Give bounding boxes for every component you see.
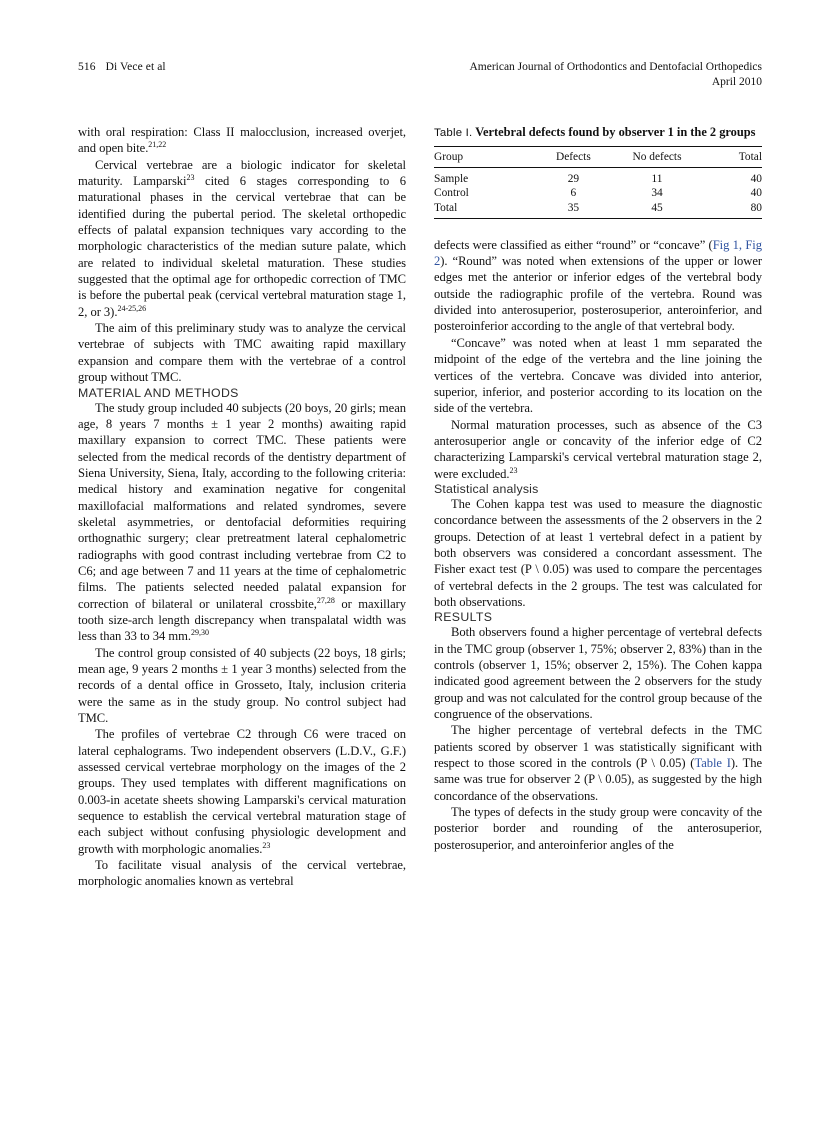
page-number: 516 [78, 61, 96, 73]
paragraph-text: The study group included 40 subjects (20 boys, 20 girls; mean age, 8 years 7 months ± 1 year 2 months) awaiting rapid maxillary expansion to correct TMC. These patients were selected from the medical records of the dentistry department of Siena University, Siena, Italy, according to the following criteria: medical history and examination negative for congenital maxillofacial malformations and related syndromes, severe skeletal asymmetries, or dentofacial deformities requiring orthognathic surgery; clear pretreatment lateral cephalometric radiographs with good contrast including vertebrae from C2 to C6; and age between 7 and 11 years at the time of cephalometric films. The patients selected needed palatal expansion for correction of bilateral or unilateral crossbite, [78, 400, 406, 611]
table-row [434, 201, 762, 219]
paragraph-control-group: The control group consisted of 40 subjects (22 boys, 18 girls; mean age, 9 years 2 months ± 1 year 3 months) selected from the records of a dental office in Grosseto, Italy, inclusion criteria were the same as in the study group. No control subject had TMC. [78, 645, 406, 726]
cell-total: 40 [750, 187, 762, 200]
paragraph-normal-maturation [434, 417, 762, 482]
paragraph-text: Cervical vertebrae are a biologic indicator for skeletal maturity. Lamparski [78, 157, 406, 189]
paragraph-text: The higher percentage of vertebral defects in the TMC patients scored by observer 1 was statistically significant with respect to those scored in the controls (P \ 0.05) ( [434, 723, 762, 771]
cell-no-defects: 34 [651, 187, 663, 200]
table-header-row [434, 147, 762, 168]
table-body [434, 168, 762, 219]
table-bottom-rule [434, 218, 762, 219]
figure-link[interactable]: Fig 1, Fig 2 [434, 237, 762, 269]
paragraph-defect-classification [434, 237, 762, 335]
paragraph-study-group [78, 400, 406, 645]
cell-no-defects: 11 [614, 168, 699, 187]
issue-date: April 2010 [711, 76, 762, 88]
section-heading-statistical-analysis: Statistical analysis [434, 481, 539, 496]
paragraph-statistical-significance [434, 722, 762, 804]
table-caption-text: Vertebral defects found by observer 1 in the 2 groups [475, 125, 756, 139]
cell-total: 80 [750, 201, 762, 214]
column-header-group: Group [434, 147, 532, 168]
running-head-left [78, 60, 166, 75]
paragraph-aim: The aim of this preliminary study was to analyze the cervical vertebrae of subjects with TMC awaiting rapid maxillary expansion and compare them with the vertebrae of a control group without TMC. [78, 321, 406, 385]
citation-superscript: 24-25,26 [117, 303, 147, 313]
paragraph-observer-findings: Both observers found a higher percentage of vertebral defects in the TMC group (observer 1, 75%; observer 2, 83%) than in the controls (observer 1, 15%; observer 2, 15%). The Cohen kappa indicated good agreement between the 2 observers for the study group and was not calculated for the control group because of the congruence of the observations. [434, 625, 762, 722]
paragraph-text: with oral respiration: Class II malocclusion, increased overjet, and open bite. [78, 125, 406, 156]
table-bottom-rule-row [434, 218, 762, 219]
running-head-right [469, 60, 762, 90]
paragraph-text: Normal maturation processes, such as absence of the C3 anterosuperior angle or concavity of the inferior edge of C2 characterizing Lamparski's cervical vertebral maturation stage 2, were excluded. [434, 417, 762, 481]
table-footer [434, 218, 762, 219]
paragraph-concave-definition: “Concave” was noted when at least 1 mm separated the midpoint of the edge of the vertebra and the line joining the vertices of the vertebra. Concave was divided into anterior, superior, inferior, and posterior according to its location on the side of the vertebra. [434, 335, 762, 416]
running-head [78, 60, 762, 90]
cell-no-defects: 45 [651, 201, 663, 214]
paragraph-text: ). “Round” was noted when extensions of the upper or lower edges met the anterior or inferior edges of the vertebral body outside the radiographic profile of the vertebra. Round was divided into anterosuperior, posterosuperior, anteroinferior, and posteroinferior according to the angle of that vertebral body. [434, 254, 762, 334]
table-row [434, 168, 762, 187]
paragraph-text: or maxillary tooth size-arch length discrepancy when transpalatal width was less than 33 to 34 mm. [78, 596, 407, 644]
running-head-authors: Di Vece et al [105, 61, 166, 73]
paragraph-cohen-kappa: The Cohen kappa test was used to measure the diagnostic concordance between the assessments of the 2 observers in the 2 groups. Detection of at least 1 vertebral defect in a patient by both observers was considered a concordant assessment. The Fisher exact test (P \ 0.05) was used to compare the percentages of vertebral defects in the 2 groups. The test was calculated for both observations. [434, 496, 762, 609]
cell-group: Sample [434, 168, 532, 187]
citation-superscript: 23 [509, 465, 518, 475]
paragraph-cervical-vertebrae [78, 157, 406, 320]
vertebral-defects-table [434, 146, 762, 219]
paragraph-profiles [78, 726, 406, 857]
citation-superscript: 29,30 [190, 628, 209, 638]
paragraph-defect-types: The types of defects in the study group were concavity of the posterior border and rounding of the anterosuperior, posterosuperior, and anteroinferior angles of the [434, 805, 762, 852]
cell-group: Total [434, 201, 458, 214]
cell-defects: 29 [532, 168, 614, 187]
journal-title: American Journal of Orthodontics and Dentofacial Orthopedics [469, 61, 762, 73]
paragraph-text: The profiles of vertebrae C2 through C6 were traced on lateral cephalograms. Two independent observers (L.D.V., G.F.) assessed cervical vertebrae morphology on the images of the 2 groups. They used templates with different magnifications on 0.003-in acetate sheets showing Lamparski's cervical maturation sequence to establish the cervical vertebral maturation stage of each subject without confusing physiologic development and growth with morphologic anomalies. [78, 727, 406, 856]
table-block [434, 124, 762, 219]
left-column [78, 124, 406, 890]
section-heading-results: RESULTS [434, 610, 493, 625]
section-heading-material-and-methods: MATERIAL AND METHODS [78, 385, 239, 400]
citation-superscript: 23 [186, 172, 195, 182]
cell-defects: 35 [567, 201, 580, 214]
cell-defects: 6 [570, 187, 577, 200]
paragraph-text: cited 6 stages corresponding to 6 maturational phases in the cervical vertebrae that can be identified during the pubertal period. The skeletal orthopedic effects of palatal expansion techniques vary according to the morphologic characteristics of the median suture palate, which are related to individual skeletal maturation. These studies suggested that the optimal age for orthopedic correction of TMC is before the pubertal peak (cervical vertebral maturation stage 1, 2, or 3). [78, 174, 406, 319]
paragraph-continued [78, 124, 406, 157]
table-label: Table I. [434, 127, 473, 139]
paragraph-text: defects were classified as either “round” or “concave” ( [434, 237, 713, 252]
table-header [434, 147, 762, 168]
paragraph-text: ). The same was true for observer 2 (P \ 0.05), as suggested by the high concordance of the observations. [434, 756, 763, 803]
column-header-no-defects: No defects [614, 147, 699, 168]
table-link[interactable]: Table I [694, 756, 731, 771]
citation-superscript: 27,28 [316, 595, 335, 605]
cell-total: 40 [700, 168, 762, 187]
paragraph-visual-analysis: To facilitate visual analysis of the cervical vertebrae, morphologic anomalies known as vertebral [78, 858, 406, 889]
right-column [434, 124, 762, 853]
column-header-defects: Defects [532, 147, 614, 168]
citation-superscript: 23 [262, 840, 271, 850]
column-header-total: Total [700, 147, 762, 168]
table-row [434, 186, 762, 200]
cell-group: Control [434, 187, 469, 200]
table-caption [434, 124, 762, 141]
citation-superscript: 21,22 [148, 140, 167, 150]
